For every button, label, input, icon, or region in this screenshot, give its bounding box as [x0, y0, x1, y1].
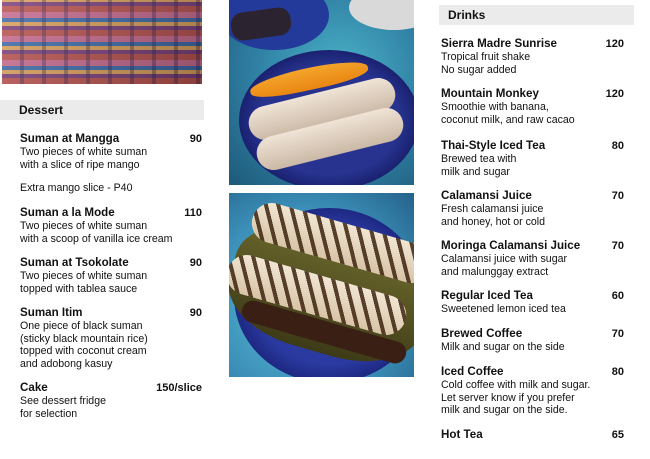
- item-description: and honey, hot or cold: [441, 215, 546, 228]
- item-name: Suman a la Mode: [20, 206, 115, 219]
- item-description: milk and sugar on the side.: [441, 404, 568, 416]
- item-price: 80: [611, 366, 624, 378]
- menu-item: [441, 139, 624, 178]
- item-name: Calamansi Juice: [441, 189, 532, 202]
- item-price: 120: [605, 38, 624, 50]
- extra-note: Extra mango slice - P40: [20, 182, 133, 194]
- item-description: Cold coffee with milk and sugar.: [441, 379, 591, 391]
- item-name: Sierra Madre Sunrise: [441, 37, 557, 50]
- item-name: Suman at Mangga: [20, 132, 120, 145]
- item-description: milk and sugar: [441, 165, 510, 178]
- item-price: 150/slice: [156, 382, 202, 394]
- item-price: 70: [611, 328, 624, 340]
- item-price: 70: [611, 240, 624, 252]
- item-name: Cake: [20, 381, 48, 394]
- menu-item: [441, 239, 624, 278]
- item-price: 90: [189, 307, 202, 319]
- grilled-suman-photo: [229, 193, 414, 377]
- item-description: (sticky black mountain rice): [20, 332, 148, 345]
- menu-item: [20, 381, 202, 420]
- item-description: Milk and sugar on the side: [441, 341, 565, 353]
- item-description: Let server know if you prefer: [441, 391, 575, 404]
- plate: [349, 0, 414, 30]
- item-description: Sweetened lemon iced tea: [441, 303, 566, 315]
- item-name: Mountain Monkey: [441, 87, 539, 100]
- item-description: See dessert fridge: [20, 395, 106, 407]
- item-description: No sugar added: [441, 63, 517, 76]
- item-price: 110: [184, 207, 202, 219]
- item-name: Brewed Coffee: [441, 327, 523, 340]
- item-description: for selection: [20, 407, 78, 420]
- item-name: Suman Itim: [20, 306, 83, 319]
- item-description: Smoothie with banana,: [441, 101, 549, 113]
- item-name: Iced Coffee: [441, 365, 504, 378]
- item-price: 60: [611, 290, 624, 302]
- menu-item: [441, 327, 624, 354]
- menu-item: [20, 132, 202, 171]
- item-description: Two pieces of white suman: [20, 270, 148, 282]
- item-description: Fresh calamansi juice: [441, 203, 544, 215]
- item-name: Hot Tea: [441, 428, 483, 441]
- menu-item: [20, 206, 202, 245]
- item-description: Two pieces of white suman: [20, 146, 148, 158]
- item-price: 120: [605, 88, 624, 100]
- dessert-header: Dessert: [0, 100, 204, 120]
- menu-item: [20, 306, 202, 370]
- item-description: with a slice of ripe mango: [20, 158, 140, 171]
- item-price: 90: [189, 133, 202, 145]
- menu-item: [441, 189, 624, 228]
- item-name: Regular Iced Tea: [441, 289, 533, 302]
- textile-photo: [2, 0, 202, 84]
- item-description: with a scoop of vanilla ice cream: [20, 232, 173, 245]
- item-name: Thai-Style Iced Tea: [441, 139, 546, 152]
- item-description: topped with coconut cream: [20, 345, 147, 357]
- item-description: Brewed tea with: [441, 153, 517, 165]
- item-description: and adobong kasuy: [20, 357, 113, 370]
- item-name: Suman at Tsokolate: [20, 256, 129, 269]
- item-price: 80: [611, 140, 624, 152]
- drinks-header: Drinks: [439, 5, 634, 25]
- item-description: Calamansi juice with sugar: [441, 253, 568, 265]
- item-description: Two pieces of white suman: [20, 220, 148, 232]
- menu-item: [441, 289, 624, 316]
- item-description: topped with tablea sauce: [20, 282, 138, 295]
- menu-item: [441, 428, 624, 442]
- item-name: Moringa Calamansi Juice: [441, 239, 581, 252]
- item-description: and malunggay extract: [441, 265, 549, 278]
- item-price: 90: [189, 257, 202, 269]
- item-description: Tropical fruit shake: [441, 51, 531, 63]
- item-description: One piece of black suman: [20, 320, 143, 332]
- menu-item: [20, 256, 202, 295]
- item-price: 65: [611, 429, 624, 441]
- menu-item: [441, 37, 624, 76]
- menu-item: [441, 365, 624, 417]
- suman-mango-photo: [229, 0, 414, 185]
- menu-item: [441, 87, 624, 126]
- item-price: 70: [611, 190, 624, 202]
- item-description: coconut milk, and raw cacao: [441, 113, 575, 126]
